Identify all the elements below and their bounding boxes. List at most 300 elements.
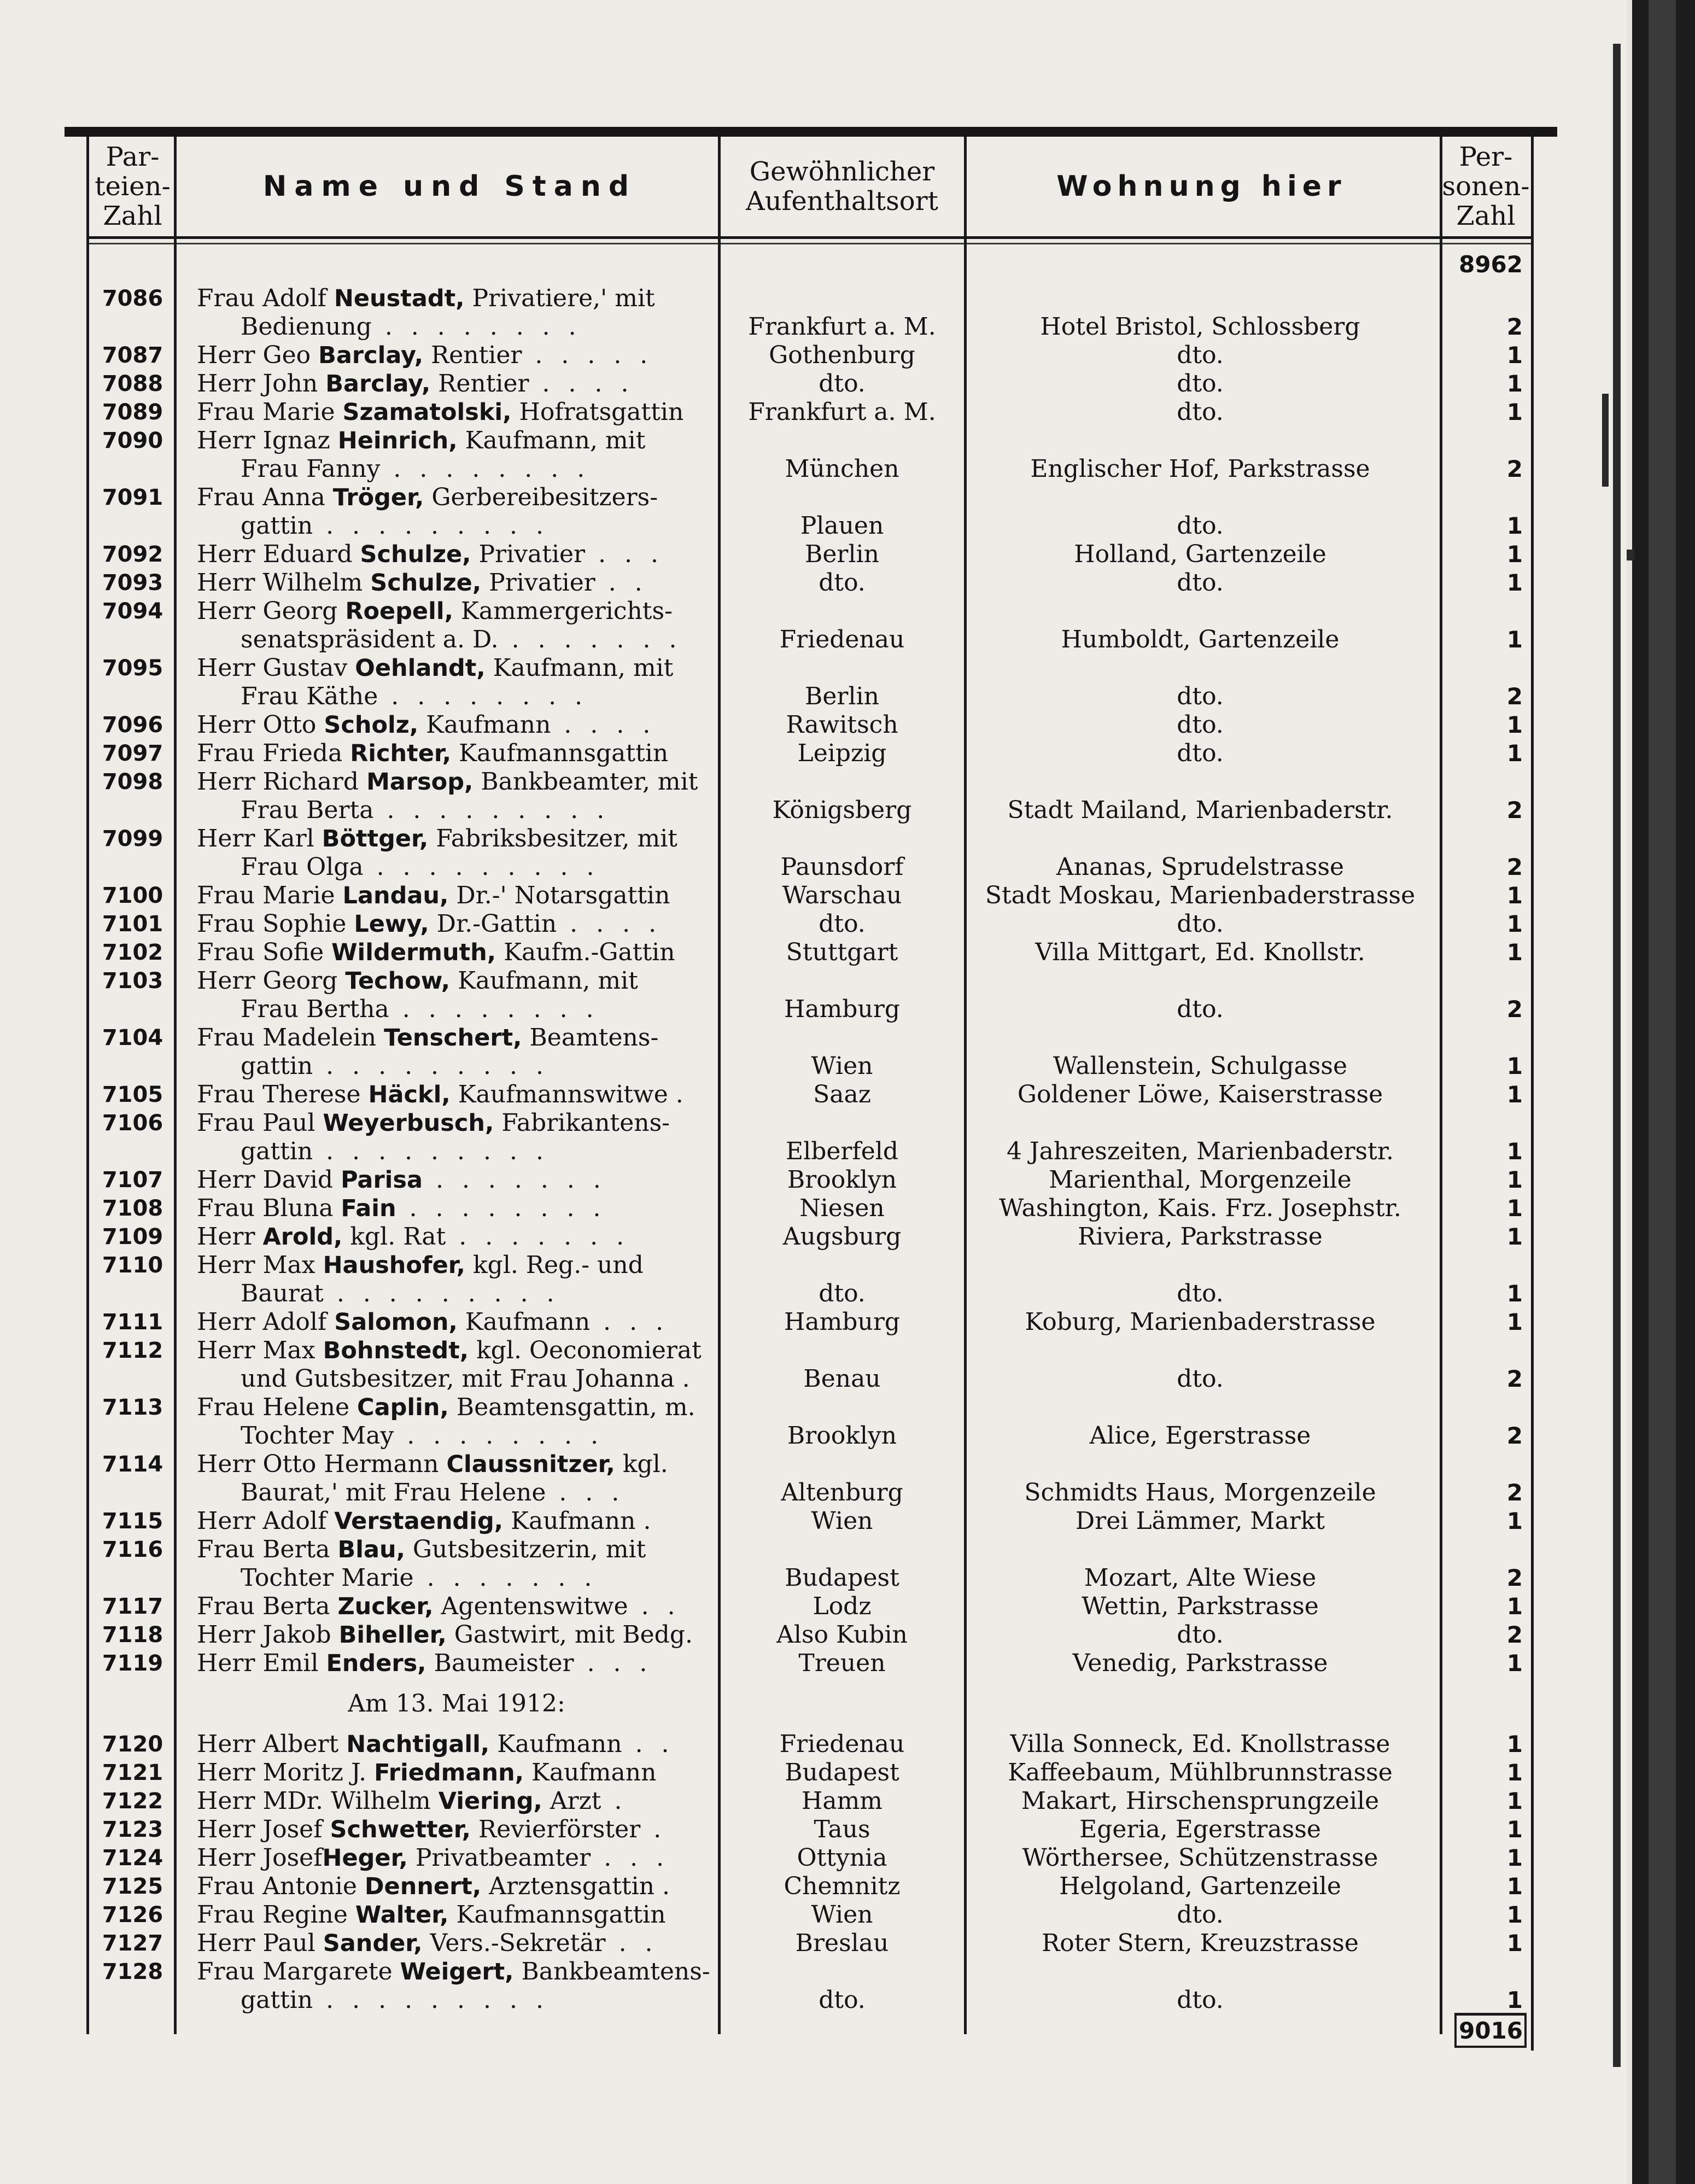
- entry-surname: Fain: [341, 1195, 396, 1222]
- entry-persons: 1: [1506, 1816, 1523, 1843]
- entry-name-text: gattin: [241, 1986, 313, 2014]
- entry-surname: Haushofer,: [323, 1252, 466, 1279]
- entry-origin: dto.: [819, 1986, 866, 2014]
- entry-name-text: Tochter Marie: [241, 1564, 414, 1592]
- entry-name-line: [197, 1450, 716, 1479]
- entry-surname: Roepell,: [345, 598, 453, 625]
- entry-name-line: [197, 1308, 716, 1336]
- entry-occupation: kgl.: [615, 1450, 668, 1478]
- entry-persons: 1: [1506, 1731, 1523, 1757]
- entry-leader-dots: . . . . . . . . .: [313, 512, 549, 540]
- entry-name-text: Frau Berta: [197, 1535, 338, 1563]
- entry-surname: Bohnstedt,: [323, 1337, 469, 1364]
- entry-occupation: Gutsbesitzerin, mit: [405, 1535, 646, 1563]
- entry-leader-dots: .: [601, 1787, 628, 1815]
- entry-surname: Oehlandt,: [355, 655, 486, 682]
- entry-residence: dto.: [1177, 341, 1224, 369]
- entry-origin: Plauen: [800, 512, 884, 540]
- entry-name-text: Herr Paul: [197, 1929, 323, 1957]
- scan-mark: [1627, 550, 1634, 560]
- entry-name-line: [197, 427, 716, 455]
- entry-name-text: Herr Geo: [197, 341, 319, 369]
- entry-occupation: Privatiere,' mit: [464, 284, 655, 312]
- column-rule: [718, 137, 721, 2034]
- entry-origin: dto.: [819, 1280, 866, 1307]
- entry-name-line: [197, 1365, 760, 1393]
- entry-occupation: Kaufmann, mit: [450, 967, 638, 995]
- entry-name-line: [197, 1223, 716, 1251]
- entry-number: 7122: [102, 1789, 163, 1814]
- entry-origin: Also Kubin: [776, 1621, 908, 1649]
- entry-occupation: Kaufm.-Gattin: [496, 938, 675, 966]
- entry-leader-dots: . . . . . . . . .: [313, 1986, 549, 2014]
- entry-occupation: Kaufmannsgattin: [451, 739, 669, 767]
- entry-name-text: Frau Sofie: [197, 938, 332, 966]
- entry-residence: Goldener Löwe, Kaiserstrasse: [1017, 1081, 1383, 1108]
- entry-origin: Benau: [803, 1365, 881, 1393]
- entry-occupation: Beamtensgattin, m.: [448, 1393, 695, 1421]
- entry-leader-dots: . . . .: [529, 370, 634, 398]
- entry-name-text: Herr Emil: [197, 1649, 326, 1677]
- entry-number: 7108: [102, 1196, 163, 1221]
- entry-number: 7115: [102, 1509, 163, 1534]
- entry-name-line: [197, 1507, 716, 1535]
- entry-surname: Neustadt,: [334, 285, 465, 312]
- entry-origin: Treuen: [798, 1649, 886, 1677]
- entry-persons: 1: [1506, 1053, 1523, 1079]
- entry-surname: Landau,: [342, 882, 449, 909]
- entry-surname: Heinrich,: [337, 427, 458, 454]
- entry-number: 7127: [102, 1931, 163, 1956]
- entry-number: 7114: [102, 1452, 163, 1477]
- column-rule: [1531, 137, 1534, 2051]
- entry-leader-dots: . . . . . . .: [413, 1564, 598, 1592]
- header-persons: Per- sonen- Zahl: [1442, 141, 1530, 232]
- entry-name-text: Frau Helene: [197, 1393, 358, 1421]
- entry-name-text: Frau Regine: [197, 1901, 355, 1929]
- entry-surname: Enders,: [326, 1650, 426, 1677]
- entry-origin: Frankfurt a. M.: [748, 398, 936, 426]
- entry-occupation: Beamtens-: [522, 1024, 659, 1052]
- entry-name-text: Frau Käthe: [241, 682, 378, 710]
- entry-name-text: Frau Adolf: [197, 284, 334, 312]
- entry-name-line: [197, 483, 716, 512]
- entry-origin: Friedenau: [779, 1730, 905, 1758]
- entry-occupation: Gerbereibesitzers-: [424, 483, 658, 511]
- entry-number: 7090: [102, 428, 163, 453]
- entry-origin: Gothenburg: [769, 341, 915, 369]
- entry-name-text: Herr Georg: [197, 597, 346, 625]
- entry-name-text: Herr Otto: [197, 711, 324, 739]
- entry-number: 7109: [102, 1224, 163, 1249]
- entry-persons: 2: [1506, 996, 1523, 1023]
- entry-origin: dto.: [819, 569, 866, 597]
- entry-number: 7106: [102, 1111, 163, 1136]
- entry-occupation: Kaufmann: [489, 1730, 622, 1758]
- entry-origin: Stuttgart: [786, 938, 898, 966]
- entry-surname: Tröger,: [332, 484, 424, 511]
- entry-name-line: [197, 1564, 760, 1592]
- entry-name-line: [197, 370, 716, 398]
- entry-origin: Hamm: [801, 1787, 883, 1815]
- entry-residence: Villa Sonneck, Ed. Knollstrasse: [1010, 1730, 1390, 1758]
- entry-occupation: Dr.-' Notarsgattin: [448, 881, 670, 909]
- entry-surname: Wildermuth,: [331, 939, 496, 966]
- entry-name-text: Baurat,' mit Frau Helene: [241, 1479, 546, 1506]
- entry-name-text: gattin: [241, 1052, 313, 1080]
- entry-residence: dto.: [1177, 398, 1224, 426]
- entry-occupation: Privatbeamter: [407, 1844, 591, 1872]
- entry-name-line: [197, 1109, 716, 1137]
- entry-name-line: [197, 1986, 760, 2014]
- entry-residence: dto.: [1177, 1621, 1224, 1649]
- entry-surname: Claussnitzer,: [446, 1451, 615, 1478]
- entry-name-line: [197, 398, 716, 427]
- entry-residence: Humboldt, Gartenzeile: [1061, 626, 1340, 653]
- entry-origin: Saaz: [813, 1081, 871, 1108]
- entry-name-text: Frau Margarete: [197, 1958, 400, 1986]
- entry-residence: dto.: [1177, 1901, 1224, 1929]
- entry-name-text: Herr Wilhelm: [197, 569, 371, 597]
- entry-surname: Barclay,: [325, 370, 431, 398]
- entry-number: 7120: [102, 1732, 163, 1757]
- entry-residence: Koburg, Marienbaderstrasse: [1025, 1308, 1376, 1336]
- entry-origin: Lodz: [813, 1592, 872, 1620]
- header-residence: Wohnung hier: [1056, 170, 1347, 203]
- entry-residence: Mozart, Alte Wiese: [1084, 1564, 1317, 1592]
- entry-surname: Sander,: [323, 1930, 423, 1957]
- entry-leader-dots: . . . .: [557, 910, 662, 938]
- entry-persons: 2: [1506, 1422, 1523, 1449]
- entry-number: 7123: [102, 1817, 163, 1842]
- entry-persons: 1: [1506, 370, 1523, 397]
- entry-surname: Scholz,: [324, 711, 419, 739]
- entry-name-line: [197, 910, 716, 938]
- entry-name-line: [197, 1194, 716, 1223]
- entry-origin: Budapest: [785, 1564, 899, 1592]
- entry-persons: 2: [1506, 456, 1523, 482]
- entry-origin: Leipzig: [797, 739, 887, 767]
- entry-number: 7105: [102, 1082, 163, 1107]
- entry-name-line: [197, 1872, 716, 1901]
- entry-persons: 1: [1506, 569, 1523, 596]
- entry-leader-dots: . . . .: [551, 711, 656, 739]
- entry-number: 7089: [102, 400, 163, 425]
- top-rule: [65, 127, 1557, 137]
- entry-number: 7116: [102, 1537, 163, 1562]
- entry-number: 7094: [102, 599, 163, 624]
- entry-origin: Rawitsch: [786, 711, 898, 739]
- entry-occupation: Kaufmann: [457, 1308, 591, 1336]
- entry-number: 7118: [102, 1622, 163, 1648]
- entry-surname: Biheller,: [338, 1621, 447, 1649]
- entry-persons: 1: [1506, 1788, 1523, 1814]
- entry-name-line: [197, 540, 716, 569]
- entry-name-text: Frau Paul: [197, 1109, 323, 1137]
- entry-persons: 1: [1506, 1650, 1523, 1677]
- entry-surname: Walter,: [355, 1901, 449, 1929]
- entry-number: 7110: [102, 1253, 163, 1278]
- entry-origin: Wien: [811, 1507, 873, 1535]
- entry-surname: Blau,: [337, 1536, 405, 1563]
- entry-name-line: [197, 1759, 716, 1787]
- entry-residence: dto.: [1177, 569, 1224, 597]
- entry-surname: Tenschert,: [384, 1024, 522, 1052]
- entry-occupation: Revierförster: [470, 1815, 641, 1843]
- entry-occupation: Kaufmann: [524, 1759, 657, 1786]
- entry-residence: dto.: [1177, 910, 1224, 938]
- entry-name-text: Frau Fanny: [241, 455, 381, 483]
- entry-number: 7124: [102, 1846, 163, 1871]
- entry-occupation: Fabrikantens-: [494, 1109, 670, 1137]
- entry-persons: 1: [1506, 1081, 1523, 1108]
- entry-origin: Breslau: [795, 1929, 889, 1957]
- entry-name-line: [197, 711, 716, 739]
- entry-surname: Schulze,: [360, 541, 471, 568]
- entry-name-line: [197, 1592, 716, 1621]
- entry-name-line: [197, 1024, 716, 1052]
- entry-surname: Caplin,: [357, 1394, 449, 1421]
- entry-name-text: gattin: [241, 1137, 313, 1165]
- entry-name-line: [197, 825, 716, 853]
- entry-name-line: [197, 654, 716, 682]
- entry-residence: Roter Stern, Kreuzstrasse: [1042, 1929, 1359, 1957]
- entry-residence: Alice, Egerstrasse: [1089, 1422, 1311, 1450]
- entry-surname: Zucker,: [337, 1593, 434, 1620]
- entry-occupation: Vers.-Sekretär: [422, 1929, 606, 1957]
- entry-persons: 1: [1506, 1309, 1523, 1335]
- entry-leader-dots: . . . . . . .: [498, 626, 682, 653]
- entry-residence: Riviera, Parkstrasse: [1078, 1223, 1323, 1251]
- entry-leader-dots: . . . . . . . . .: [313, 1052, 549, 1080]
- entry-name-line: [197, 1166, 716, 1194]
- entry-number: 7107: [102, 1167, 163, 1193]
- entry-persons: 1: [1506, 1930, 1523, 1957]
- entry-occupation: kgl. Oeconomierat: [469, 1336, 702, 1364]
- entry-persons: 2: [1506, 1564, 1523, 1591]
- entry-residence: Stadt Moskau, Marienbaderstrasse: [985, 881, 1416, 909]
- entry-name-line: [197, 1730, 716, 1759]
- entry-name-line: [197, 1815, 716, 1844]
- entry-name-text: Frau Marie: [197, 398, 343, 426]
- entry-leader-dots: . . .: [591, 1844, 670, 1872]
- entry-persons: 1: [1506, 939, 1523, 966]
- entry-occupation: Hofratsgattin: [511, 398, 684, 426]
- entry-occupation: Kaufmann .: [503, 1507, 651, 1535]
- entry-number: 7119: [102, 1651, 163, 1676]
- entry-name-line: [197, 938, 716, 967]
- entry-persons: 1: [1506, 740, 1523, 767]
- entry-persons: 1: [1506, 399, 1523, 425]
- entry-persons: 1: [1506, 1280, 1523, 1307]
- entry-surname: Schwetter,: [330, 1816, 471, 1843]
- entry-name-line: [197, 1958, 716, 1986]
- entry-name-text: Frau Bertha: [241, 995, 389, 1023]
- entry-residence: Englischer Hof, Parkstrasse: [1030, 455, 1370, 483]
- header-origin: Gewöhnlicher Aufenthaltsort: [746, 156, 938, 217]
- entry-name-line: [197, 1137, 760, 1166]
- entry-residence: Stadt Mailand, Marienbaderstr.: [1007, 796, 1393, 824]
- entry-surname: Szamatolski,: [342, 399, 512, 426]
- entry-origin: Budapest: [785, 1759, 899, 1786]
- entry-name-line: [197, 853, 760, 881]
- entry-origin: Altenburg: [781, 1479, 903, 1506]
- entry-number: 7111: [102, 1310, 163, 1335]
- entry-number: 7097: [102, 741, 163, 766]
- entry-residence: Venedig, Parkstrasse: [1072, 1649, 1328, 1677]
- entry-name-text: Herr Gustav: [197, 654, 355, 682]
- entry-name-text: Frau Frieda: [197, 739, 350, 767]
- entry-name-text: Herr Karl: [197, 825, 322, 852]
- entry-number: 7087: [102, 343, 163, 368]
- entry-residence: Ananas, Sprudelstrasse: [1056, 853, 1345, 881]
- entry-surname: Friedmann,: [374, 1759, 524, 1786]
- entry-name-line: [197, 1929, 716, 1958]
- entry-number: 7096: [102, 713, 163, 738]
- entry-origin: Chemnitz: [784, 1872, 901, 1900]
- entry-occupation: Gastwirt, mit Bedg.: [446, 1621, 693, 1649]
- entry-number: 7125: [102, 1874, 163, 1899]
- entry-number: 7128: [102, 1959, 163, 1984]
- column-rule: [1440, 137, 1442, 2034]
- entry-name-line: [197, 682, 760, 711]
- entry-occupation: kgl. Reg.- und: [465, 1251, 644, 1279]
- entry-leader-dots: . . .: [574, 1649, 653, 1677]
- entry-name-text: Frau Marie: [197, 881, 343, 909]
- entry-occupation: kgl. Rat: [342, 1223, 446, 1251]
- entry-persons: 1: [1506, 1873, 1523, 1900]
- entry-name-text: Herr Eduard: [197, 540, 360, 568]
- entry-name-line: [197, 1649, 716, 1678]
- entry-name-text: Frau Bluna: [197, 1194, 341, 1222]
- entry-residence: dto.: [1177, 512, 1224, 540]
- header-rule-2: [87, 243, 1531, 244]
- entry-origin: Berlin: [805, 682, 879, 710]
- header-rule: [87, 236, 1531, 239]
- entry-name-line: [197, 1393, 716, 1422]
- entry-name-line: [197, 455, 760, 483]
- entry-leader-dots: . .: [628, 1592, 681, 1620]
- entry-number: 7091: [102, 485, 163, 510]
- entry-number: 7113: [102, 1395, 163, 1420]
- entry-name-text: Herr Ignaz: [197, 427, 338, 454]
- entry-leader-dots: . . . . .: [522, 341, 653, 369]
- entry-name-line: [197, 768, 716, 796]
- entry-persons: 1: [1506, 882, 1523, 909]
- entry-name-line: [197, 569, 716, 597]
- entry-persons: 1: [1506, 1987, 1523, 2013]
- entry-origin: Königsberg: [772, 796, 912, 824]
- entry-name-text: Herr Jakob: [197, 1621, 339, 1649]
- entry-persons: 1: [1506, 512, 1523, 539]
- entry-name-line: [197, 1535, 716, 1564]
- entry-name-text: Herr Albert: [197, 1730, 347, 1758]
- entry-leader-dots: . .: [605, 1929, 658, 1957]
- entry-name-text: Herr Josef: [197, 1844, 323, 1872]
- entry-surname: Verstaendig,: [334, 1508, 504, 1535]
- entry-surname: Salomon,: [334, 1309, 458, 1336]
- entry-occupation: Kaufmann, mit: [485, 654, 674, 682]
- entry-origin: München: [785, 455, 899, 483]
- entry-name-line: [197, 1280, 760, 1308]
- entry-surname: Dennert,: [364, 1873, 482, 1900]
- entry-residence: dto.: [1177, 682, 1224, 710]
- entry-name-line: [197, 341, 716, 370]
- entry-name-text: Baurat: [241, 1280, 324, 1307]
- entry-name-text: Herr Moritz J.: [197, 1759, 375, 1786]
- entry-number: 7095: [102, 656, 163, 681]
- entry-name-line: [197, 1479, 760, 1507]
- entry-leader-dots: . . . . . . . .: [380, 455, 591, 483]
- entry-name-text: Herr: [197, 1223, 263, 1251]
- entry-residence: 4 Jahreszeiten, Marienbaderstr.: [1006, 1137, 1394, 1165]
- entry-occupation: Rentier: [423, 341, 522, 369]
- entry-leader-dots: . .: [595, 569, 648, 597]
- entry-number: 7101: [102, 912, 163, 937]
- entry-name-text: Frau Madelein: [197, 1024, 384, 1052]
- entry-number: 7121: [102, 1760, 163, 1785]
- entry-surname: Häckl,: [368, 1081, 451, 1108]
- entry-surname: Richter,: [350, 740, 452, 767]
- entry-name-line: [197, 1081, 716, 1109]
- entry-occupation: Rentier: [430, 370, 529, 398]
- entry-leader-dots: . . . . . . . . .: [373, 796, 610, 824]
- entry-name-text: Herr Adolf: [197, 1308, 335, 1336]
- entry-number: 7100: [102, 883, 163, 908]
- entry-origin: Warschau: [782, 881, 902, 909]
- entry-leader-dots: . . .: [585, 540, 664, 568]
- entry-persons: 1: [1506, 1593, 1523, 1620]
- entry-persons: 1: [1506, 910, 1523, 937]
- entry-number: 7098: [102, 769, 163, 795]
- entry-persons: 1: [1506, 1844, 1523, 1871]
- entry-residence: dto.: [1177, 1986, 1224, 2014]
- entry-name-line: [197, 967, 716, 995]
- entry-name-text: Herr Georg: [197, 967, 346, 995]
- entry-residence: Helgoland, Gartenzeile: [1059, 1872, 1341, 1900]
- entry-name-text: Tochter May: [241, 1422, 394, 1450]
- entry-persons: 1: [1506, 541, 1523, 568]
- entry-residence: Wörthersee, Schützenstrasse: [1022, 1844, 1378, 1872]
- entry-origin: Wien: [811, 1052, 873, 1080]
- entry-name-line: [197, 1336, 716, 1365]
- entry-residence: Makart, Hirschensprungzeile: [1021, 1787, 1380, 1815]
- entry-name-line: [197, 597, 716, 626]
- entry-name-text: Herr MDr. Wilhelm: [197, 1787, 439, 1815]
- entry-leader-dots: . . . . . . . . .: [323, 1280, 560, 1307]
- entry-origin: Augsburg: [782, 1223, 902, 1251]
- entry-name-text: Herr Adolf: [197, 1507, 335, 1535]
- entry-origin: dto.: [819, 370, 866, 398]
- entry-persons: 1: [1506, 1138, 1523, 1165]
- header-number: Par- teien- Zahl: [95, 141, 171, 232]
- entry-residence: Washington, Kais. Frz. Josephstr.: [999, 1194, 1401, 1222]
- entry-name-text: Frau Anna: [197, 483, 333, 511]
- entry-number: 7112: [102, 1338, 163, 1363]
- entry-occupation: Kaufmannswitwe .: [450, 1081, 683, 1108]
- entry-occupation: Arztensgattin .: [481, 1872, 670, 1900]
- entry-occupation: Bankbeamtens-: [513, 1958, 710, 1986]
- entry-leader-dots: . . . . . . . . .: [363, 853, 600, 881]
- final-total: 9016: [1459, 2017, 1523, 2044]
- entry-residence: Hotel Bristol, Schlossberg: [1040, 313, 1360, 341]
- entry-number: 7102: [102, 940, 163, 965]
- entry-persons: 1: [1506, 342, 1523, 369]
- entry-leader-dots: . . . . . . . .: [389, 995, 599, 1023]
- entry-persons: 2: [1506, 683, 1523, 710]
- entry-leader-dots: .: [640, 1815, 667, 1843]
- entry-leader-dots: . . .: [590, 1308, 669, 1336]
